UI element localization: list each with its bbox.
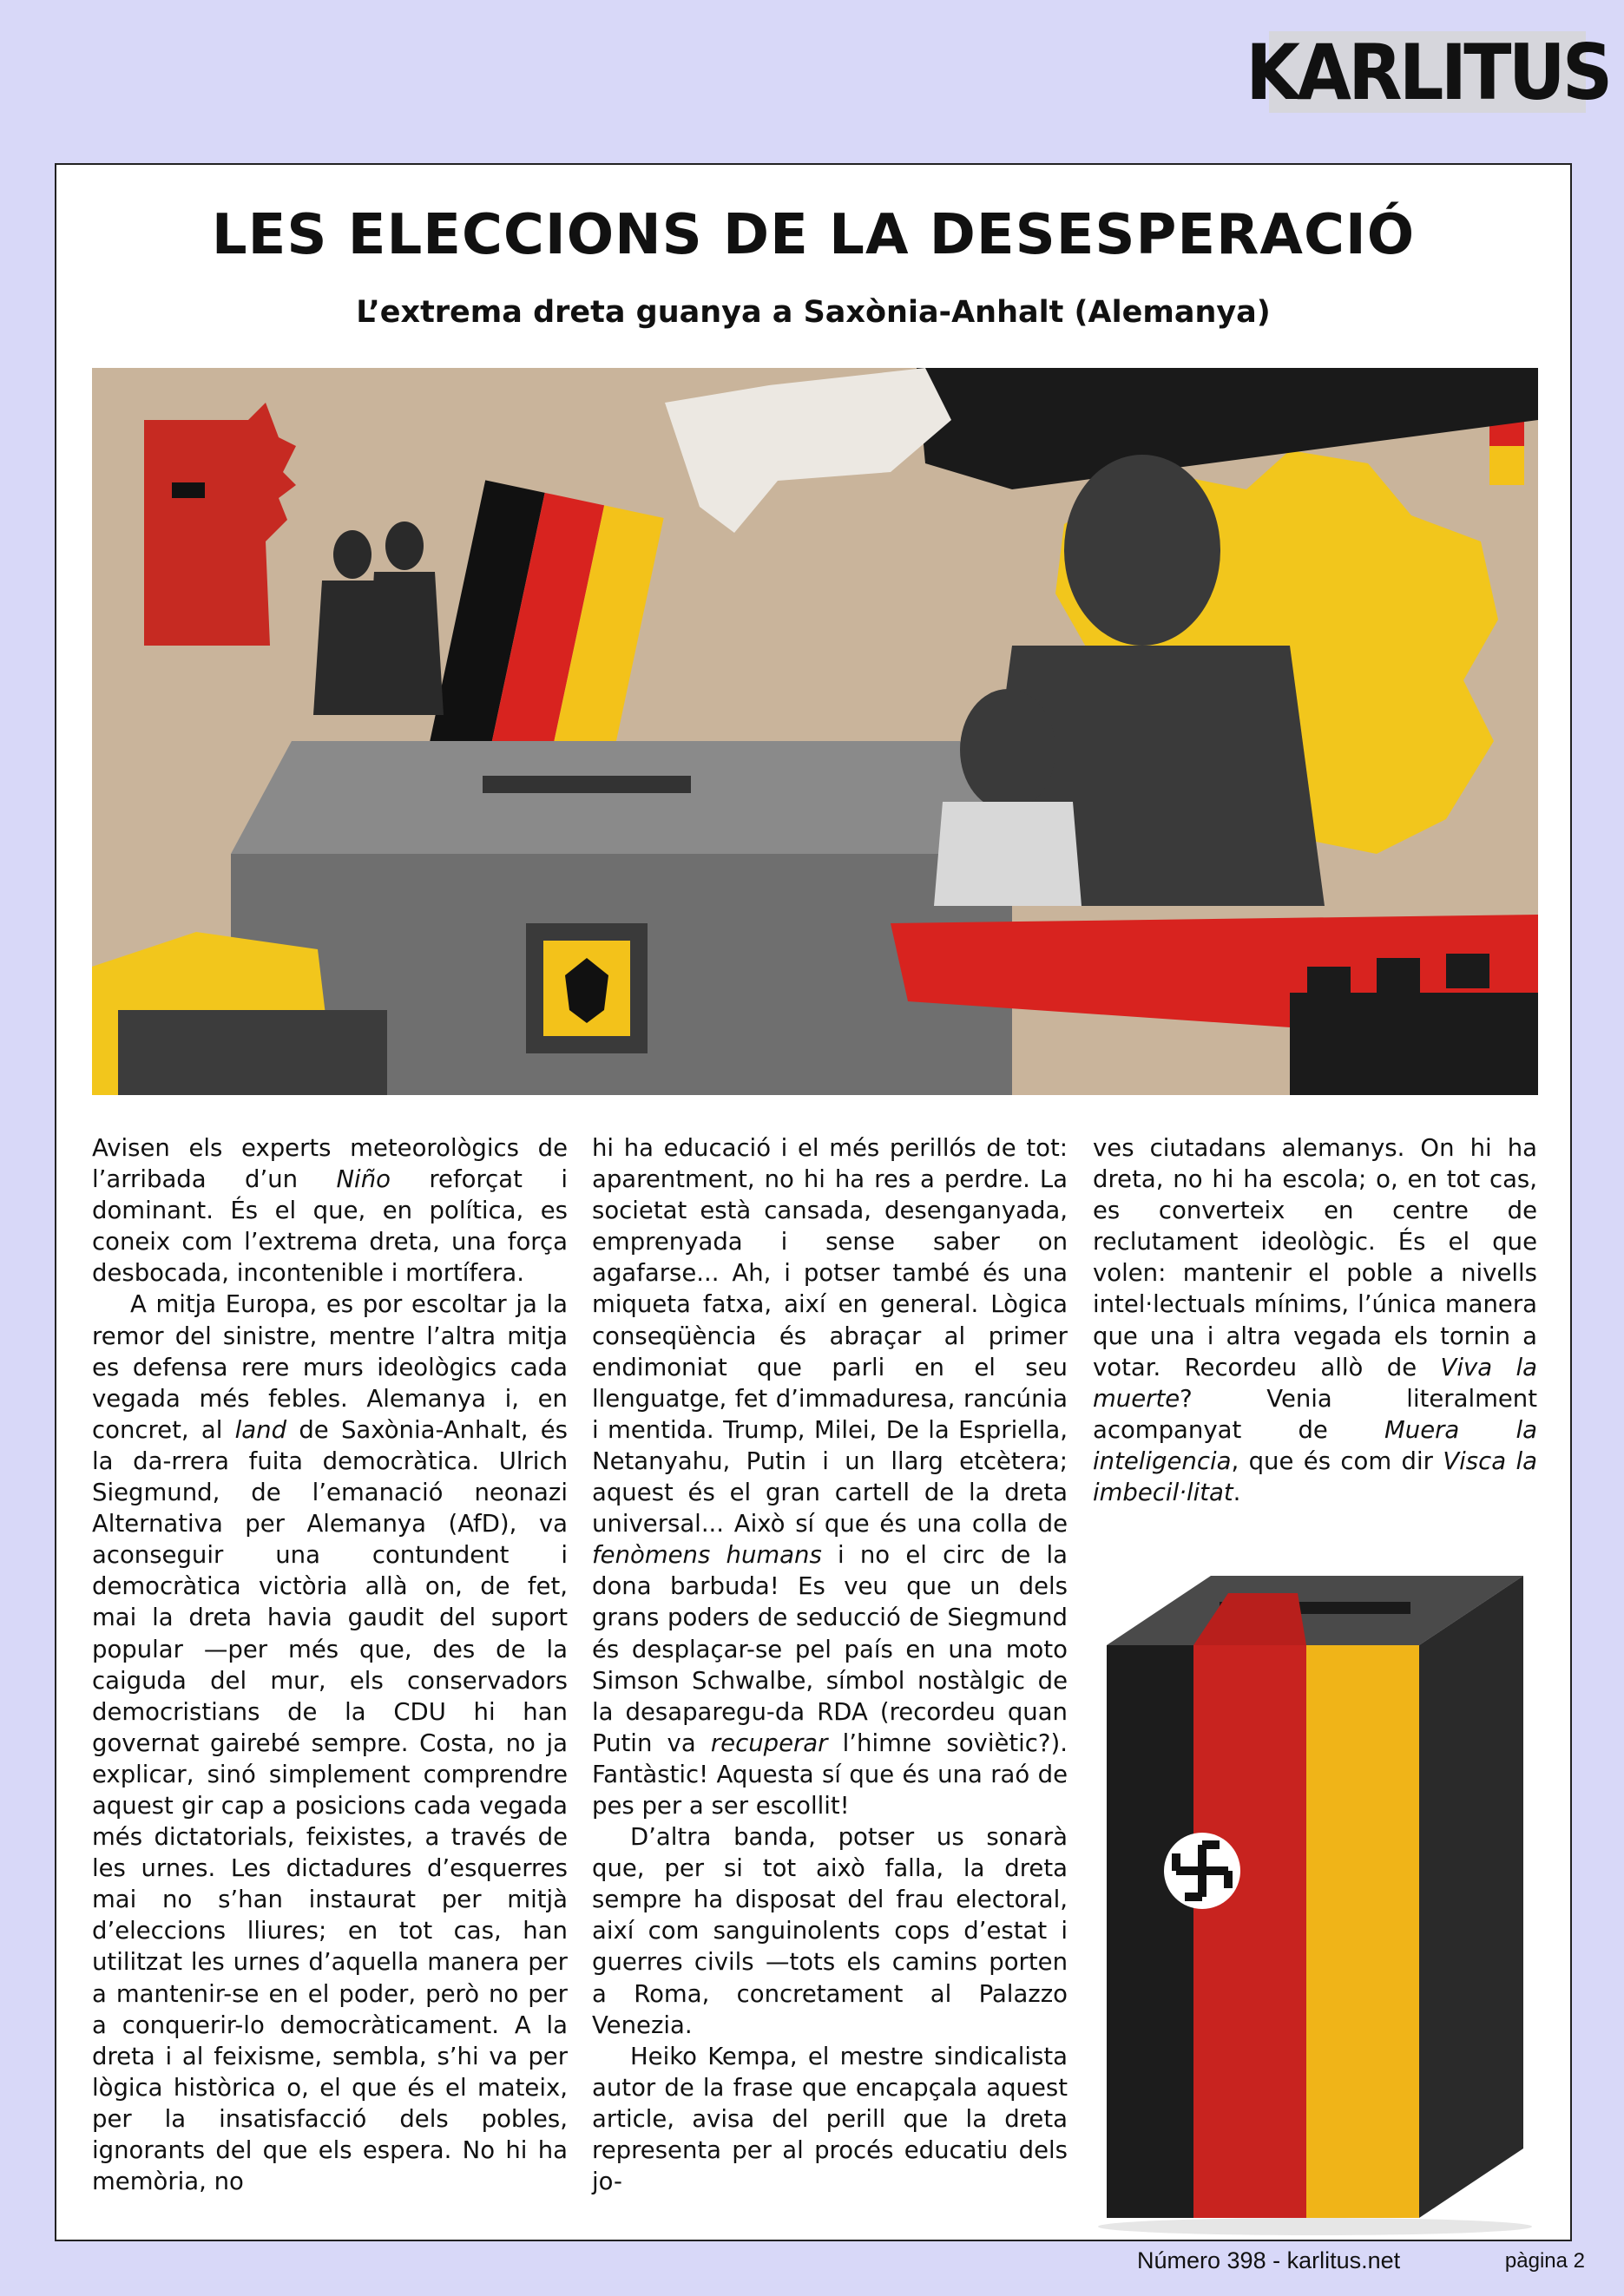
paragraph: ves ciutadans alemanys. On hi ha dreta, no hi ha escola; o, en tot cas, es converteix en centre de reclutament ideològic. És el que volen: mantenir el poble a nivells intel·lectuals mínims, l’única manera que una i altra vegada els tornin a votar. Recordeu allò de Viva la muerte? Venia literalment acompanyat de Muera la inteligencia, que és com dir Visca la imbecil·litat. [1093,1134,1537,1507]
issue-number: Número 398 - karlitus.net [1137,2247,1401,2273]
page-footer [1137,2247,1588,2282]
hero-collage-image [92,368,1538,1095]
paragraph: Avisen els experts meteorològics de l’arribada d’un Niño reforçat i dominant. És el que, en política, es coneix com l’extrema dreta, una força desbocada, incontenible i mortífera. [92,1134,568,1288]
masthead-logo [1245,27,1610,117]
article-title: LES ELECCIONS DE LA DESESPERACIÓ [211,203,1416,267]
article-column-2 [592,1132,1068,2197]
paragraph: A mitja Europa, es por escoltar ja la remor del sinistre, mentre l’altra mitja es defensa rere murs ideològics cada vegada més febles. Alemanya i, en concret, al land de Saxònia-Anhalt, és la da-rrera fuita democràtica. Ulrich Siegmund, de l’emanació neonazi Alternativa per Alemanya (AfD), va aconseguir una contundent i democràtica victòria allà on, de fet, mai la dreta havia gaudit del suport popular —per més que, des de la caiguda del mur, els conservadors democristians de la CDU hi han governat gairebé sempre. Costa, no ja explicar, sinó simplement comprendre aquest gir cap a posicions cada vegada més dictatorials, feixistes, a través de les urnes. Les dictadures d’esquerres mai no s’han instaurat per mitjà d’eleccions lliures; en tot cas, han utilitzat les urnes d’aquella manera per a mantenir-se en el poder, però no per a conquerir-lo democràticament. A la dreta i al feixisme, sembla, s’hi va per lògica històrica o, el que és el mateix, per la insatisfacció dels pobles, ignorants del que els espera. No hi ha memòria, no [92,1290,568,2196]
article-column-3 [1093,1132,1537,1508]
ballot-box-illustration [1089,1541,1541,2235]
page-number: pàgina 2 [1504,2249,1585,2273]
article-frame [55,163,1572,2241]
article-subtitle: L’extrema dreta guanya a Saxònia-Anhalt (Alemanya) [356,295,1271,330]
paragraph: Heiko Kempa, el mestre sindicalista autor de la frase que encapçala aquest article, avisa del perill que la dreta representa per al procés educatiu dels jo- [592,2042,1068,2196]
article-column-1 [92,1132,568,2197]
paragraph: hi ha educació i el més perillós de tot: aparentment, no hi ha res a perdre. La societat està cansada, desenganyada, emprenyada i sense saber on agafarse... Ah, i potser també és una miqueta fatxa, així en general. Lògica conseqüència és abraçar al primer endimoniat que parli en el seu llenguatge, fet d’immaduresa, rancúnia i mentida. Trump, Milei, De la Espriella, Netanyahu, Putin i un llarg etcètera; aquest és el gran cartell de la dreta universal... Això sí que és una colla de fenòmens humans i no el circ de la dona barbuda! Es veu que un dels grans poders de seducció de Siegmund és desplaçar-se pel país en una moto Simson Schwalbe, símbol nostàlgic de la desaparegu-da RDA (recordeu quan Putin va recuperar l’himne soviètic?). Fantàstic! Aquesta sí que és una raó de pes per a ser escollit! [592,1134,1068,1820]
logo-text: KARLITUS [1245,27,1610,117]
paragraph: D’altra banda, potser us sonarà que, per si tot això falla, la dreta sempre ha disposat del frau electoral, així com sanguinolents cops d’estat i guerres civils —tots els camins porten a Roma, concretament al Palazzo Venezia. [592,1823,1068,2039]
